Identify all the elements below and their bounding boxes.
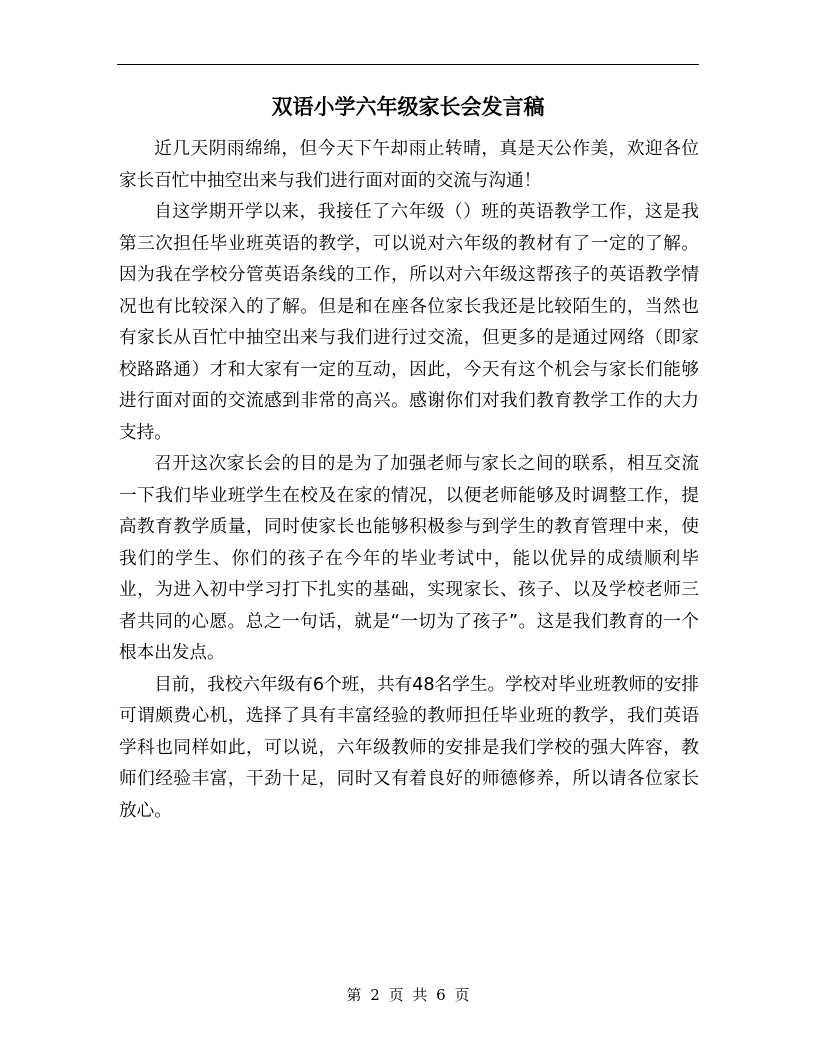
paragraph-introduction: 自这学期开学以来，我接任了六年级（）班的英语教学工作，这是我第三次担任毕业班英语的教学，可以说对六年级的教材有了一定的了解。因为我在学校分管英语条线的工作，所以对六年级这帮孩子的英语教学情况也有比较深入的了解。但是和在座各位家长我还是比较陌生的，当然也有家长从百忙中抽空出来与我们进行过交流，但更多的是通过网络（即家校路路通）才和大家有一定的互动，因此，今天有这个机会与家长们能够进行面对面的交流感到非常的高兴。感谢你们对我们教育教学工作的大力支持。 [119, 202, 699, 443]
document-title: 双语小学六年级家长会发言稿 [271, 94, 545, 119]
document-body [119, 134, 699, 827]
paragraph-meeting-purpose: 召开这次家长会的目的是为了加强老师与家长之间的联系，相互交流一下我们毕业班学生在校及在家的情况，以便老师能够及时调整工作，提高教育教学质量，同时使家长也能够积极参与到学生的教育管理中来，使我们的学生、你们的孩子在今年的毕业考试中，能以优异的成绩顺利毕业，为进入初中学习打下扎实的基础，实现家长、孩子、以及学校老师三者共同的心愿。总之一句话，就是“一切为了孩子”。这是我们教育的一个根本出发点。 [119, 454, 699, 663]
header-rule [117, 64, 699, 65]
paragraph-welcome: 近几天阴雨绵绵，但今天下午却雨止转晴，真是天公作美，欢迎各位家长百忙中抽空出来与我们进行面对面的交流与沟通！ [119, 139, 699, 191]
page-number-footer: 第 2 页 共 6 页 [346, 986, 470, 1004]
paragraph-class-arrangement: 目前，我校六年级有6个班，共有48名学生。学校对毕业班教师的安排可谓颇费心机，选择了具有丰富经验的教师担任毕业班的教学，我们英语学科也同样如此，可以说，六年级教师的安排是我们学校的强大阵容，教师们经验丰富，干劲十足，同时又有着良好的师德修养，所以请各位家长放心。 [119, 674, 699, 821]
